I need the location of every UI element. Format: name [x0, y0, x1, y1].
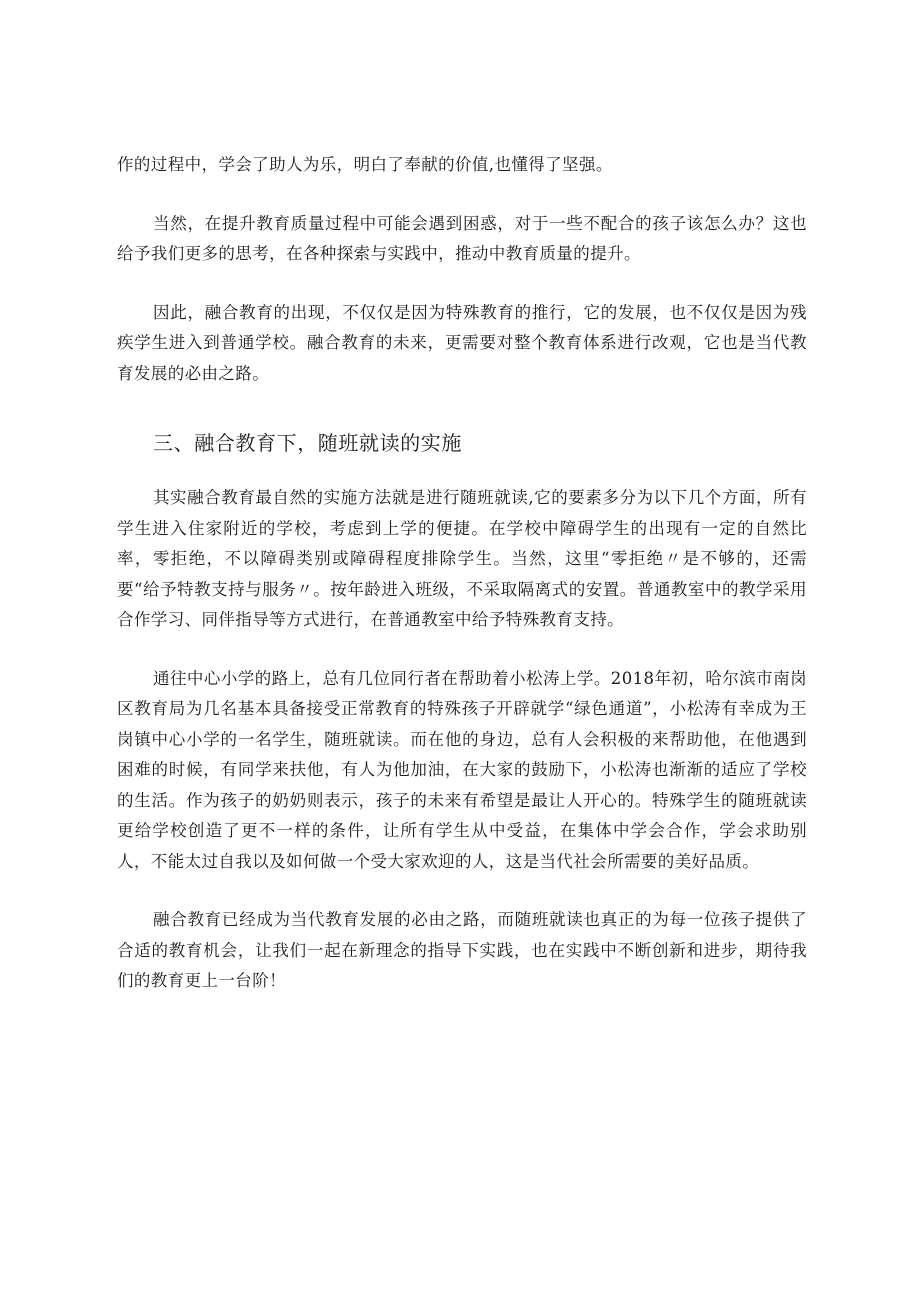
paragraph-conclusion: 融合教育已经成为当代教育发展的必由之路，而随班就读也真正的为每一位孩子提供了合适的教育机会，让我们一起在新理念的指导下实践，也在实践中不断创新和进步，期待我们的教育更上一台阶！ [117, 910, 807, 990]
paragraph-continuation: 作的过程中，学会了助人为乐，明白了奉献的价值,也懂得了坚强。 [117, 155, 613, 174]
paragraph-inclusive-future: 因此，融合教育的出现，不仅仅是因为特殊教育的推行，它的发展，也不仅仅是因为残疾学生进入到普通学校。融合教育的未来，更需要对整个教育体系进行改观，它也是当代教育发展的必由之路。 [117, 302, 807, 383]
paragraph-education-quality: 当然，在提升教育质量过程中可能会遇到困惑，对于一些不配合的孩子该怎么办？这也给予我们更多的思考，在各种探索与实践中，推动中教育质量的提升。 [117, 213, 807, 263]
document-page [117, 150, 807, 997]
section-heading-3: 三、融合教育下，随班就读的实施 [153, 431, 462, 455]
paragraph-implementation: 其实融合教育最自然的实施方法就是进行随班就读,它的要素多分为以下几个方面，所有学生进入住家附近的学校，考虑到上学的便捷。在学校中障碍学生的出现有一定的自然比率，零拒绝，不以障碍类别或障碍程度排除学生。当然，这里“零拒绝〃是不够的，还需要“给予特教支持与服务〃。按年龄进入班级，不采取隔离式的安置。普通教室中的教学采用合作学习、同伴指导等方式进行，在普通教室中给予特殊教育支持。 [117, 488, 807, 629]
paragraph-case-story: 通往中心小学的路上，总有几位同行者在帮助着小松涛上学。2018年初，哈尔滨市南岗区教育局为几名基本具备接受正常教育的特殊孩子开辟就学“绿色通道”，小松涛有幸成为王岗镇中心小学的一名学生，随班就读。而在他的身边，总有人会积极的来帮助他，在他遇到困难的时候，有同学来扶他，有人为他加油，在大家的鼓励下，小松涛也渐渐的适应了学校的生活。作为孩子的奶奶则表示，孩子的未来有希望是最让人开心的。特殊学生的随班就读更给学校创造了更不一样的条件，让所有学生从中受益，在集体中学会合作，学会求助别人，不能太过自我以及如何做一个受大家欢迎的人，这是当代社会所需要的美好品质。 [117, 668, 807, 871]
